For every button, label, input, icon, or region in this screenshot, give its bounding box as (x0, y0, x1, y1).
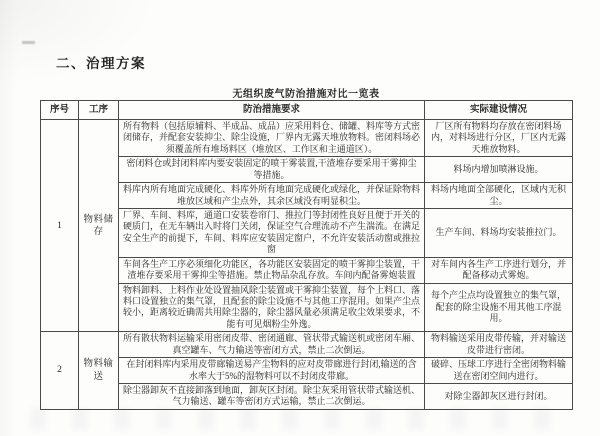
actual-cell: 料场内增加喷淋设施。 (425, 157, 573, 183)
actual-cell: 破碎、压球工序进行全密闭物料输送在密闭空间内进行。 (425, 358, 573, 384)
requirement-cell: 车间各生产工序必须细化功能区，各功能区安装固定的喷干雾抑尘装置，干渣堆存要采用干雾抑尘等措施。禁止物品杂乱存放。车间内配备雾炮装置 (119, 257, 425, 283)
requirement-cell: 物料卸料、上料作业处设置抽风除尘装置或干雾抑尘装置，每个上料口、落料口设置独立的集气罩，且配套的除尘设施不与其他工序混用。如果产尘点较小，距离较近确需共用除尘器的，除尘器风量必须满足收尘效果要求，不能有可见烟粉尘外逸。 (119, 283, 425, 332)
scan-artifact-dash (22, 41, 35, 44)
table-row (41, 209, 573, 258)
requirement-cell: 所有物料（包括原辅料、半成品、成品）应采用料仓、储罐、料库等方式密闭储存，并配套安装抑尘、除尘设施，厂界内无露天堆放物料。密闭料场必须覆盖所有堆场料区（堆放区、工作区和主通道区）。 (119, 120, 425, 157)
table-row (41, 257, 573, 283)
table-row (41, 383, 573, 409)
header-process: 工序 (79, 101, 119, 120)
scan-bleedthrough-artifact (30, 408, 570, 430)
requirement-cell: 所有散状物料运输采用密闭皮带、密闭通廊、管状带式输送机或密闭车厢、真空罐车、气力输送等密闭方式，禁止二次倒运。 (119, 332, 425, 358)
table-row (41, 183, 573, 209)
header-seq: 序号 (41, 101, 79, 120)
actual-cell: 对车间内各生产工序进行划分，并配备移动式雾炮。 (425, 257, 573, 283)
table-row (41, 332, 573, 358)
requirement-cell: 密闭料仓或封闭料库内要安装固定的喷干雾装置,干渣堆存要采用干雾抑尘等措施。 (119, 157, 425, 183)
table-row (41, 157, 573, 183)
requirement-cell: 除尘器卸灰不直接卸落到地面，卸灰区封闭。除尘灰采用管状带式输送机、气力输送、罐车等密闭方式运输，禁止二次倒运。 (119, 383, 425, 409)
table-caption: 无组织废气防治措施对比一览表 (232, 89, 380, 100)
table-row (41, 358, 573, 384)
actual-cell: 料场内地面全部硬化，区域内无积尘。 (425, 183, 573, 209)
seq-cell: 1 (41, 120, 79, 332)
requirement-cell: 在封闭料库内采用皮带廊输送易产尘物料的应对皮带廊进行封闭,输送的含水率大于5%的湿物料可以不封闭皮带廊。 (119, 358, 425, 384)
measures-comparison-table (40, 100, 573, 410)
table-row (41, 283, 573, 332)
table-row (41, 120, 573, 157)
section-heading: 二、治理方案 (56, 56, 146, 71)
actual-cell: 生产车间、料场均安装推拉门。 (425, 209, 573, 258)
requirement-cell: 料库内所有地面完成硬化、料库外所有地面完成硬化或绿化，并保证除物料堆放区域和产尘点外，其余区域没有明显积尘。 (119, 183, 425, 209)
header-requirement: 防治措施要求 (119, 101, 425, 120)
actual-cell: 每个产尘点均设置独立的集气罩，配套的除尘设施不用其他工序混用。 (425, 283, 573, 332)
process-cell: 物料储存 (79, 120, 119, 332)
actual-cell: 物料输送采用皮带传输，并对输送皮带进行密闭。 (425, 332, 573, 358)
actual-cell: 对除尘器卸灰区进行封闭。 (425, 383, 573, 409)
table-header-row (41, 101, 573, 120)
header-actual: 实际建设情况 (425, 101, 573, 120)
actual-cell: 厂区所有物料均存放在密闭料场内，对料场进行分区，厂区内无露天堆放物料。 (425, 120, 573, 157)
requirement-cell: 厂界、车间、料库，通道口安装卷帘门、推拉门等封闭性良好且便于开关的硬质门，在无车辆出入时将门关闭，保证空气合理流动不产生湍流。在满足安全生产的前提下，车间、料库应安装固定窗户，不允许安装活动窗或推拉窗 (119, 209, 425, 258)
seq-cell: 2 (41, 332, 79, 410)
process-cell: 物料输送 (79, 332, 119, 410)
